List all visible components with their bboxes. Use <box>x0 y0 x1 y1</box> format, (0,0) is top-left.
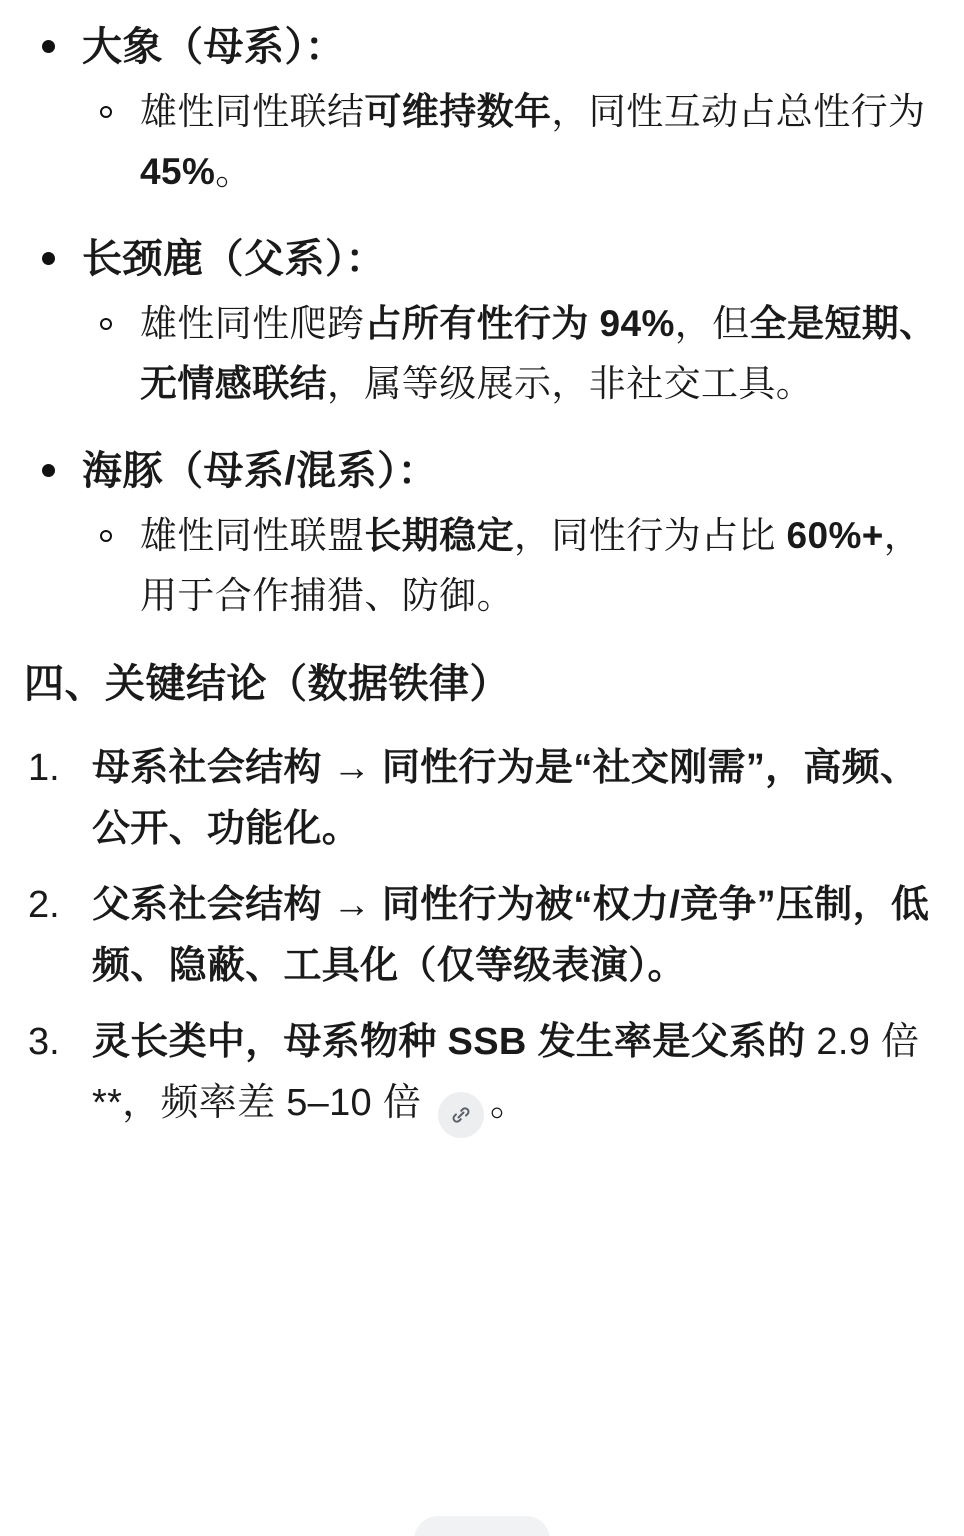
bottom-handle[interactable] <box>414 1516 550 1536</box>
text-segment: 雄性同性联盟 <box>140 514 365 556</box>
bullet-point-icon <box>42 40 55 53</box>
bullet-point-icon <box>42 252 55 265</box>
text-segment-bold: 全是短期、无情感联结 <box>140 302 937 404</box>
text-segment: 母系社会结构 → 同性行为是“社交刚需”，高频、公开、功能化。 <box>92 746 919 851</box>
conclusions-list <box>20 738 944 1139</box>
species-detail-text <box>140 82 944 202</box>
text-segment: 灵长类中，母系物种 SSB 发生率是父系的 <box>92 1020 817 1063</box>
text-segment: ，用于合作捕猎、防御。 <box>140 514 922 616</box>
list-item <box>20 738 944 861</box>
species-title: 大象（母系）： <box>82 25 346 69</box>
text-segment-bold: 60%+ <box>786 514 884 556</box>
text-segment: ，属等级展示，非社交工具。 <box>327 362 814 404</box>
list-item <box>20 442 944 626</box>
text-segment-bold: 45% <box>140 150 216 192</box>
list-item <box>20 230 944 414</box>
species-detail-text <box>140 294 944 414</box>
text-segment: ，同性互动占总性行为 <box>551 91 926 132</box>
conclusion-text <box>92 738 944 861</box>
list-item <box>82 506 944 626</box>
text-segment: ，同性行为占比 <box>514 514 787 556</box>
text-segment-bold: 长期稳定 <box>364 514 515 556</box>
hollow-bullet-icon <box>100 106 112 118</box>
species-detail-list <box>82 82 944 202</box>
list-item <box>82 294 944 414</box>
list-marker: 2. <box>28 883 60 926</box>
hollow-bullet-icon <box>100 530 112 542</box>
conclusion-text <box>92 1012 944 1139</box>
list-marker: 3. <box>28 1020 60 1063</box>
hollow-bullet-icon <box>100 318 112 330</box>
list-marker: 1. <box>28 746 60 789</box>
section-heading: 四、关键结论（数据铁律） <box>24 661 510 706</box>
link-icon[interactable] <box>438 1092 484 1138</box>
text-segment: 雄性同性联结 <box>140 91 365 132</box>
list-item <box>20 1012 944 1139</box>
species-detail-list <box>82 294 944 414</box>
list-item <box>82 82 944 202</box>
species-title: 长颈鹿（父系）： <box>82 236 386 281</box>
species-detail-text <box>140 506 944 626</box>
text-segment: ，但 <box>674 302 750 344</box>
text-segment-bold: 占所有性行为 94% <box>364 302 675 344</box>
species-title: 海豚（母系/混系）： <box>82 448 439 493</box>
list-item <box>20 875 944 998</box>
text-segment: 。 <box>215 150 253 192</box>
text-segment-bold: 可维持数年 <box>364 91 552 132</box>
text-segment: 。 <box>490 1082 529 1125</box>
text-segment: 2.9 倍**，频率差 5–10 倍 <box>92 1020 920 1125</box>
species-list <box>20 18 944 626</box>
bullet-point-icon <box>42 464 55 477</box>
species-detail-list <box>82 506 944 626</box>
text-segment: 雄性同性爬跨 <box>140 302 365 344</box>
list-item <box>20 18 944 202</box>
conclusion-text <box>92 875 944 998</box>
text-segment: 父系社会结构 → 同性行为被“权力/竞争”压制，低频、隐蔽、工具化（仅等级表演）。 <box>92 883 930 988</box>
